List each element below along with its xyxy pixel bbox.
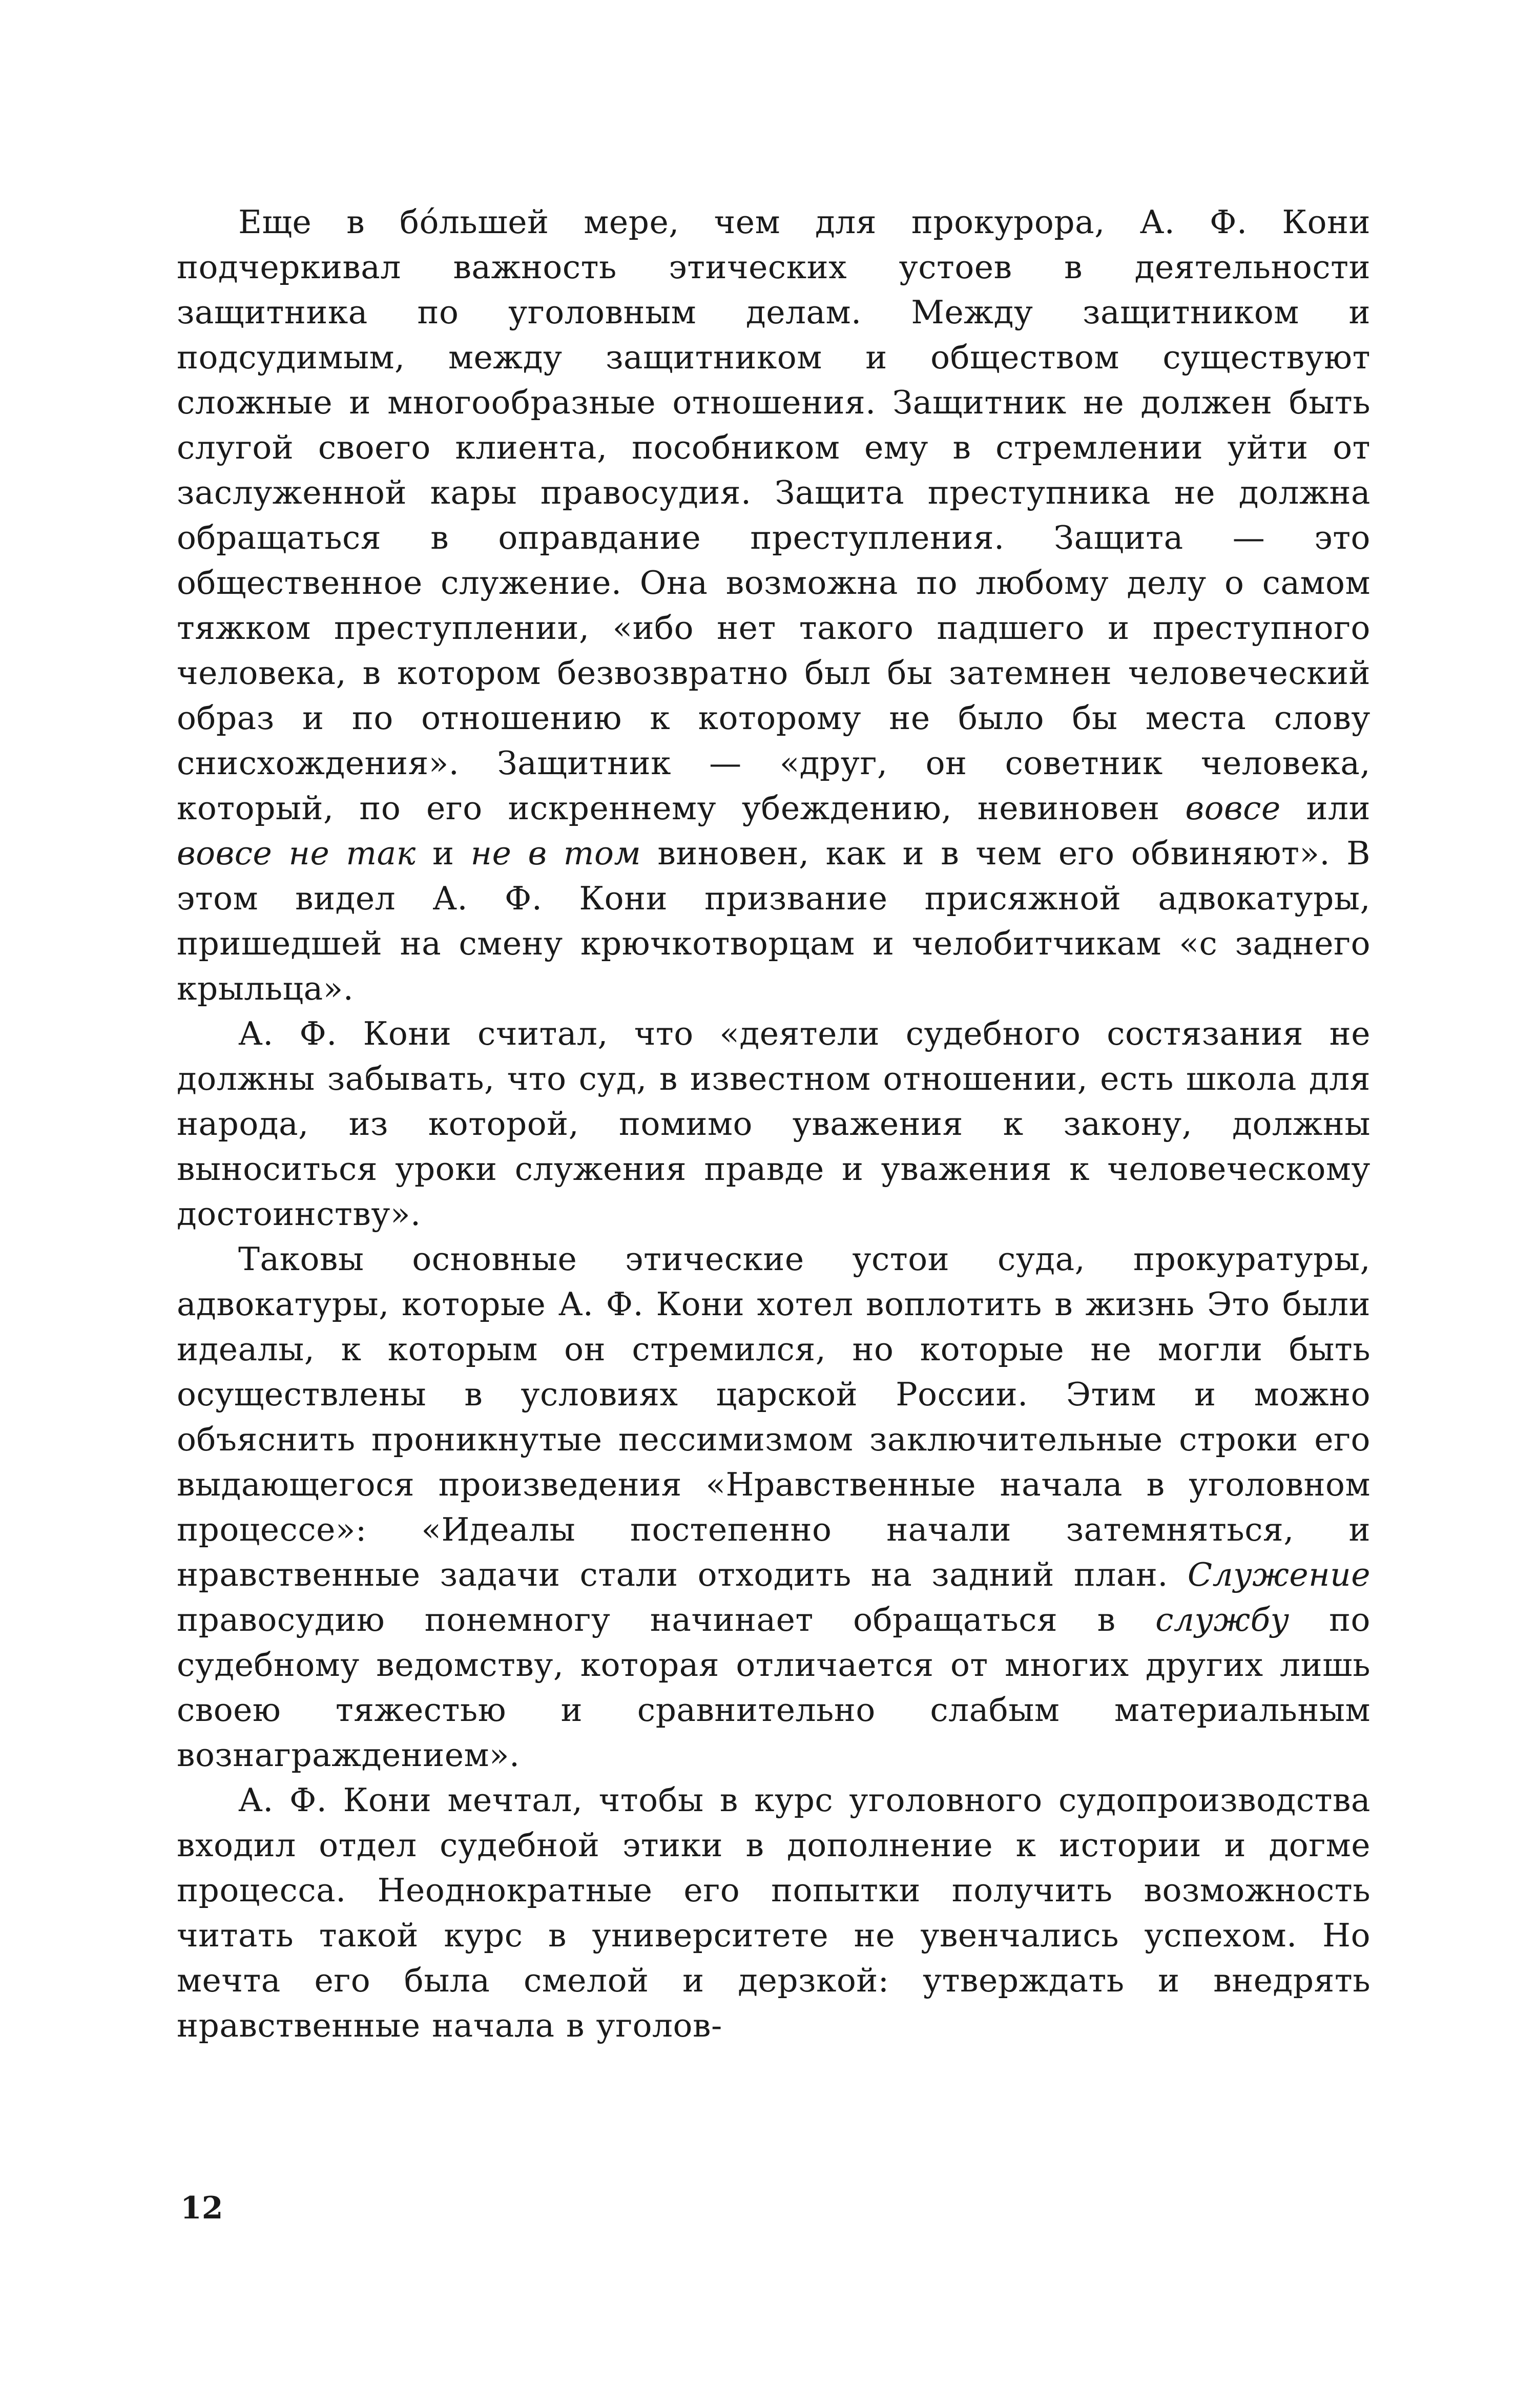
paragraph-1-italic-segment: вовсе [1185,790,1281,827]
paragraph-1-segment: и [416,835,471,872]
paragraph-1-segment: виновен, как и в чем его обвиняют». В этом видел А. Ф. Кони призвание присяжной адвокатуры, пришедшей на смену крючкотворцам и челобитчикам «с заднего крыльца». [177,835,1370,1007]
page-body [177,200,1370,2050]
main-text [177,200,1370,2048]
paragraph-3-italic-segment: Служение [1187,1556,1370,1593]
paragraph-3 [177,1237,1370,1778]
paragraph-3-italic-segment: службу [1155,1601,1290,1638]
paragraph-1-italic-segment: не в том [470,835,641,872]
paragraph-3-segment: по судебному ведомству, которая отличается от многих других лишь своею тяжестью и сравнительно слабым материальным вознаграждением». [177,1601,1370,1774]
paragraph-2 [177,1011,1370,1237]
paragraph-1-segment: Еще в бóльшей мере, чем для прокурора, А. Ф. Кони подчеркивал важность этических устоев в деятельности защитника по уголовным делам. Между защитником и подсудимым, между защитником и обществом существуют сложные и многообразные отношения. Защитник не должен быть слугой своего клиента, пособником ему в стремлении уйти от заслуженной кары правосудия. Защита преступника не должна обращаться в оправдание преступления. Защита — это общественное служение. Она возможна по любому делу о самом тяжком преступлении, «ибо нет такого падшего и преступного человека, в котором безвозвратно был бы затемнен человеческий образ и по отношению к которому не было бы места слову снисхождения». Защитник — «друг, он советник человека, который, по его искреннему убеждению, невиновен [177,203,1370,827]
paragraph-4-segment: А. Ф. Кони мечтал, чтобы в курс уголовного судопроизводства входил отдел судебной этики в дополнение к истории и догме процесса. Неоднократные его попытки получить возможность читать такой курс в университете не увенчались успехом. Но мечта его была смелой и дерзкой: утверждать и внедрять нравственные начала в уголов- [177,1781,1370,2044]
paragraph-3-segment: Таковы основные этические устои суда, прокуратуры, адвокатуры, которые А. Ф. Кони хотел воплотить в жизнь Это были идеалы, к которым он стремился, но которые не могли быть осуществлены в условиях царской России. Этим и можно объяснить проникнутые пессимизмом заключительные строки его выдающегося произведения «Нравственные начала в уголовном процессе»: «Идеалы постепенно начали затемняться, и нравственные задачи стали отходить на задний план. [177,1240,1370,1593]
page-number: 12 [180,2190,223,2226]
paragraph-4 [177,1778,1370,2048]
paragraph-3-segment: правосудию понемногу начинает обращаться в [177,1601,1156,1638]
paragraph-1 [177,200,1370,1011]
paragraph-1-italic-segment: вовсе не так [177,835,416,872]
paragraph-2-segment: А. Ф. Кони считал, что «деятели судебного состязания не должны забывать, что суд, в известном отношении, есть школа для народа, из которой, помимо уважения к закону, должны выноситься уроки служения правде и уважения к человеческому достоинству». [177,1015,1370,1233]
paragraph-1-segment: или [1280,790,1371,827]
